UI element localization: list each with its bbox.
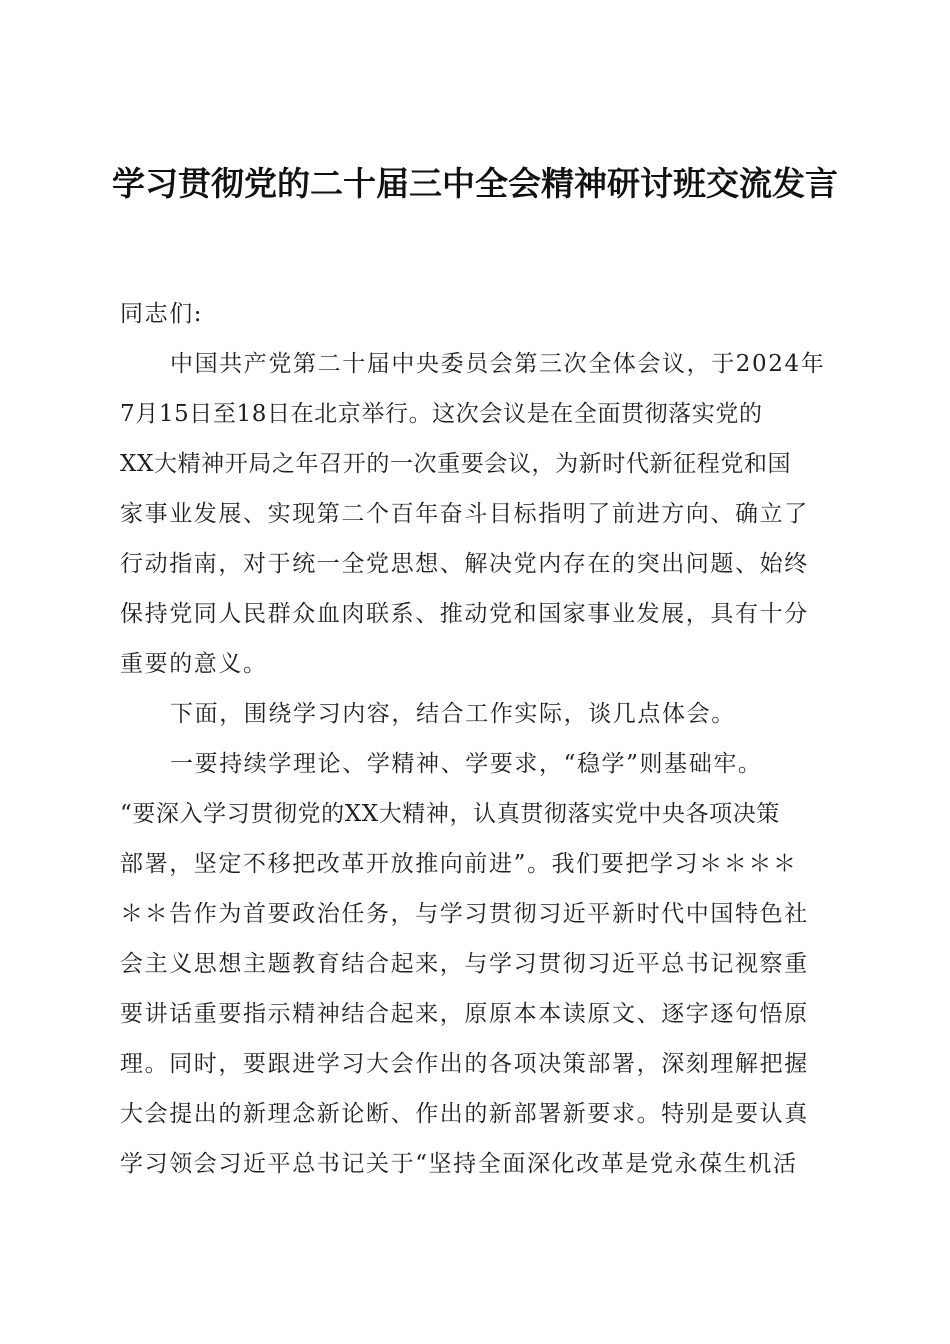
paragraph-1-line-3: XX大精神开局之年召开的一次重要会议，为新时代新征程党和国 <box>120 451 792 477</box>
paragraph-3-line-4: ＊＊告作为首要政治任务，与学习贯彻习近平新时代中国特色社 <box>120 901 809 927</box>
paragraph-3-line-5: 会主义思想主题教育结合起来，与学习贯彻习近平总书记视察重 <box>120 951 809 977</box>
paragraph-1-line-6: 保持党同人民群众血肉联系、推动党和国家事业发展，具有十分 <box>120 601 809 627</box>
paragraph-1-line-2: 7月15日至18日在北京举行。这次会议是在全面贯彻落实党的 <box>120 401 763 427</box>
paragraph-1-line-7: 重要的意义。 <box>120 651 268 677</box>
paragraph-3-line-3: 部署，坚定不移把改革开放推向前进”。我们要把学习＊＊＊＊ <box>120 851 798 877</box>
document-title: 学习贯彻党的二十届三中全会精神研讨班交流发言 <box>112 164 838 203</box>
paragraph-3-line-2: “要深入学习贯彻党的XX大精神，认真贯彻落实党中央各项决策 <box>120 801 780 827</box>
salutation-line: 同志们: <box>120 301 204 327</box>
paragraph-3-line-9: 学习领会习近平总书记关于“坚持全面深化改革是党永葆生机活 <box>120 1151 798 1177</box>
paragraph-2-line-1: 下面，围绕学习内容，结合工作实际，谈几点体会。 <box>170 701 736 727</box>
paragraph-1-line-4: 家事业发展、实现第二个百年奋斗目标指明了前进方向、确立了 <box>120 501 809 527</box>
paragraph-3-line-8: 大会提出的新理念新论断、作出的新部署新要求。特别是要认真 <box>120 1101 809 1127</box>
paragraph-3-line-7: 理。同时，要跟进学习大会作出的各项决策部署，深刻理解把握 <box>120 1051 809 1077</box>
paragraph-3-heading-line: 一要持续学理论、学精神、学要求，“稳学”则基础牢。 <box>170 751 763 777</box>
paragraph-3-line-6: 要讲话重要指示精神结合起来，原原本本读原文、逐字逐句悟原 <box>120 1001 809 1027</box>
document-body <box>120 289 825 1189</box>
paragraph-1-line-1: 中国共产党第二十届中央委员会第三次全体会议，于2024年 <box>170 351 826 377</box>
paragraph-1-line-5: 行动指南，对于统一全党思想、解决党内存在的突出问题、始终 <box>120 551 809 577</box>
